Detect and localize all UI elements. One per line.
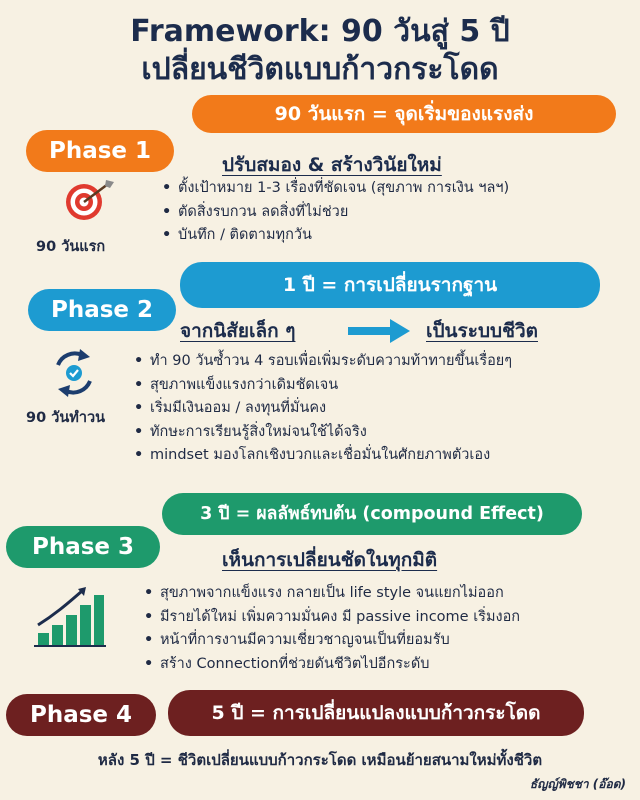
phase1-bullets (162, 177, 509, 248)
growth-chart-icon (34, 585, 106, 647)
phase4-banner: 5 ปี = การเปลี่ยนแปลงแบบก้าวกระโดด (168, 690, 584, 736)
page-title-line2: เปลี่ยนชีวิตแบบก้าวกระโดด (141, 52, 499, 87)
phase1-caption: 90 วันแรก (36, 239, 106, 255)
footer-summary: หลัง 5 ปี = ชีวิตเปลี่ยนแบบก้าวกระโดด เหมือนย้ายสนามใหม่ทั้งชีวิต (97, 751, 543, 769)
phase3-label: Phase 3 (6, 526, 160, 568)
list-item: • บันทึก / ติดตามทุกวัน (162, 224, 509, 248)
phase1-label: Phase 1 (26, 130, 174, 172)
phase2-label: Phase 2 (28, 289, 176, 331)
phase2-caption: 90 วันทำวน (26, 410, 106, 426)
list-item: • มีรายได้ใหม่ เพิ่มความมั่นคง มี passive income เริ่มงอก (144, 606, 520, 630)
list-item: • เริ่มมีเงินออม / ลงทุนที่มั่นคง (134, 397, 512, 421)
list-item: • สุขภาพแข็งแรงกว่าเดิมชัดเจน (134, 374, 512, 398)
phase2-bullets (134, 350, 512, 468)
arrow-right-icon (346, 318, 412, 344)
list-item: • หน้าที่การงานมีความเชี่ยวชาญจนเป็นที่ยอมรับ (144, 629, 520, 653)
phase3-banner: 3 ปี = ผลลัพธ์ทบต้น (compound Effect) (162, 493, 582, 535)
list-item: • ทักษะการเรียนรู้สิ่งใหม่จนใช้ได้จริง (134, 421, 512, 445)
cycle-icon (48, 347, 100, 399)
list-item: • สุขภาพจากแข็งแรง กลายเป็น life style จนแยกไม่ออก (144, 582, 520, 606)
list-item: • ตั้งเป้าหมาย 1-3 เรื่องที่ชัดเจน (สุขภาพ การเงิน ฯลฯ) (162, 177, 509, 201)
list-item: • ตัดสิ่งรบกวน ลดสิ่งที่ไม่ช่วย (162, 201, 509, 225)
author-signature: ธัญญ์พิชชา (อ๊อด) (529, 777, 626, 791)
list-item: • mindset มองโลกเชิงบวกและเชื่อมั่นในศักยภาพตัวเอง (134, 444, 512, 468)
phase3-bullets (144, 582, 520, 676)
phase1-subheading: ปรับสมอง & สร้างวินัยใหม่ (222, 154, 442, 176)
phase2-subheading-from: จากนิสัยเล็ก ๆ (180, 320, 296, 342)
phase4-label: Phase 4 (6, 694, 156, 736)
phase2-subheading-to: เป็นระบบชีวิต (426, 320, 538, 342)
list-item: • สร้าง Connectionที่ช่วยดันชีวิตไปอีกระดับ (144, 653, 520, 677)
phase3-subheading: เห็นการเปลี่ยนชัดในทุกมิติ (222, 549, 438, 571)
list-item: • ทำ 90 วันซ้ำวน 4 รอบเพื่อเพิ่มระดับความท้าทายขึ้นเรื่อยๆ (134, 350, 512, 374)
target-icon (62, 178, 118, 224)
phase1-banner: 90 วันแรก = จุดเริ่มของแรงส่ง (192, 95, 616, 133)
phase2-banner: 1 ปี = การเปลี่ยนรากฐาน (180, 262, 600, 308)
page-title-line1: Framework: 90 วันสู่ 5 ปี (130, 14, 510, 49)
